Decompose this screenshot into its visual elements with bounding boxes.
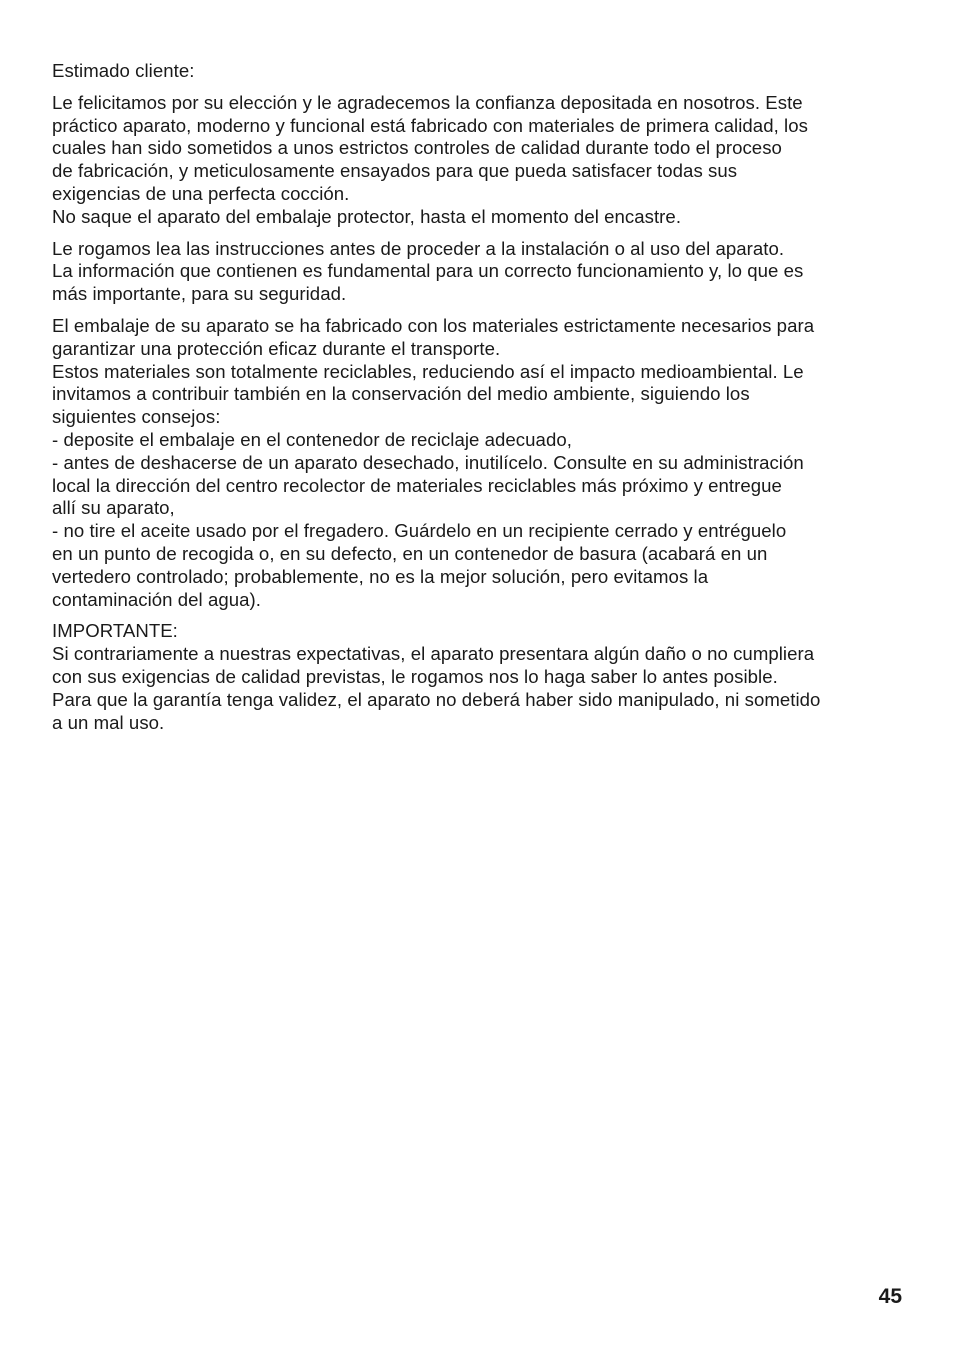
text-line: garantizar una protección eficaz durante el transporte. xyxy=(52,337,501,359)
text-line: práctico aparato, moderno y funcional está fabricado con materiales de primera calidad, los xyxy=(52,114,808,136)
text-line: siguientes consejos: xyxy=(52,406,221,428)
text-line: El embalaje de su aparato se ha fabricado con los materiales estrictamente necesarios para xyxy=(52,314,815,336)
text-line: con sus exigencias de calidad previstas, le rogamos nos lo haga saber lo antes posible. xyxy=(52,665,778,687)
text-line: No saque el aparato del embalaje protector, hasta el momento del encastre. xyxy=(52,205,682,227)
text-line: Estimado cliente: xyxy=(52,60,195,81)
page-number: 45 xyxy=(878,1285,902,1308)
instructions-paragraph xyxy=(52,238,904,306)
text-line: local la dirección del centro recolector de materiales reciclables más próximo y entregue xyxy=(52,474,782,496)
packaging-paragraph xyxy=(52,315,904,611)
text-line: - deposite el embalaje en el contenedor de reciclaje adecuado, xyxy=(52,428,572,450)
text-line: invitamos a contribuir también en la conservación del medio ambiente, siguiendo los xyxy=(52,383,750,405)
text-line: Estos materiales son totalmente reciclables, reduciendo así el impacto medioambiental. Le xyxy=(52,360,804,382)
text-line: en un punto de recogida o, en su defecto, en un contenedor de basura (acabará en un xyxy=(52,542,768,564)
text-line: contaminación del agua). xyxy=(52,588,261,610)
text-line: vertedero controlado; probablemente, no es la mejor solución, pero evitamos la xyxy=(52,565,709,587)
greeting-paragraph xyxy=(52,60,904,83)
document-body xyxy=(52,60,904,743)
text-line: a un mal uso. xyxy=(52,711,165,733)
text-line: más importante, para su seguridad. xyxy=(52,283,347,305)
text-line: IMPORTANTE: xyxy=(52,620,178,642)
text-line: cuales han sido sometidos a unos estrictos controles de calidad durante todo el proceso xyxy=(52,137,782,159)
text-line: de fabricación, y meticulosamente ensayados para que pueda satisfacer todas sus xyxy=(52,160,738,182)
text-line: exigencias de una perfecta cocción. xyxy=(52,182,350,204)
text-line: Le rogamos lea las instrucciones antes de proceder a la instalación o al uso del aparato. xyxy=(52,237,785,259)
text-line: Le felicitamos por su elección y le agradecemos la confianza depositada en nosotros. Este xyxy=(52,91,803,113)
text-line: - no tire el aceite usado por el fregadero. Guárdelo en un recipiente cerrado y entréguelo xyxy=(52,520,787,542)
text-line: Si contrariamente a nuestras expectativas, el aparato presentara algún daño o no cumpliera xyxy=(52,643,815,665)
text-line: La información que contienen es fundamental para un correcto funcionamiento y, lo que es xyxy=(52,260,804,282)
text-line: allí su aparato, xyxy=(52,497,175,519)
important-paragraph xyxy=(52,620,904,734)
text-line: Para que la garantía tenga validez, el aparato no deberá haber sido manipulado, ni sometido xyxy=(52,688,821,710)
intro-paragraph xyxy=(52,92,904,229)
text-line: - antes de deshacerse de un aparato desechado, inutilícelo. Consulte en su administración xyxy=(52,451,804,473)
